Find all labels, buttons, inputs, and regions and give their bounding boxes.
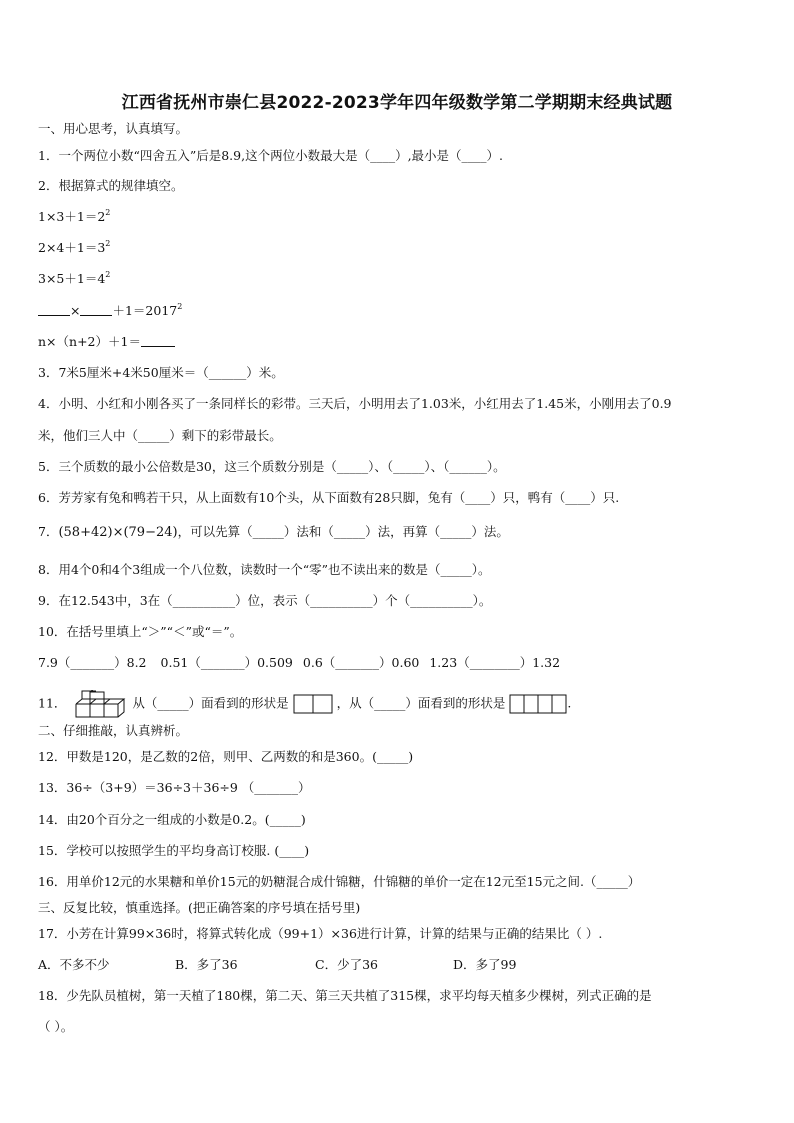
question-1: 1．一个两位小数“四舍五入”后是8.9,这个两位小数最大是（____）,最小是（____）. — [38, 148, 504, 163]
question-13: 13．36÷（3+9）＝36÷3＋36÷9 （_______） — [38, 780, 311, 795]
question-5: 5．三个质数的最小公倍数是30，这三个质数分别是（_____）、（_____）、（______）。 — [38, 459, 506, 474]
question-10-items — [38, 655, 560, 671]
question-6: 6．芳芳家有兔和鸭若干只，从上面数有10个头，从下面数有28只脚，兔有（____）只，鸭有（____）只. — [38, 490, 620, 505]
question-4-line-2: 米，他们三人中（_____）剩下的彩带最长。 — [38, 428, 282, 443]
answer-blank[interactable] — [80, 304, 112, 316]
question-18-line-2: （ ）。 — [38, 1019, 74, 1034]
compare-item: 7.9（_______）8.2 — [38, 655, 147, 670]
four-square-shape — [509, 694, 567, 714]
compare-item: 1.23（________）1.32 — [429, 655, 561, 670]
question-10: 10．在括号里填上“＞”“＜”或“＝”。 — [38, 624, 243, 639]
question-8: 8．用4个0和4个3组成一个八位数，读数时一个“零”也不读出来的数是（_____）。 — [38, 562, 491, 577]
option-b[interactable]: B．多了36 — [175, 957, 238, 972]
section-3-heading: 三、反复比较，慎重选择。(把正确答案的序号填在括号里) — [38, 900, 361, 915]
option-c[interactable]: C．少了36 — [315, 957, 378, 972]
question-7: 7．(58+42)×(79−24)，可以先算（_____）法和（_____）法，再算（_____）法。 — [38, 524, 509, 540]
question-11: 11． 从（_____）面看到的形状是 ，从（_____）面看到的形状是 . — [38, 690, 571, 718]
section-2-heading: 二、仔细推敲，认真辨析。 — [38, 723, 189, 738]
question-17: 17．小芳在计算99×36时，将算式转化成（99+1）×36进行计算，计算的结果与正确的结果比（ ）. — [38, 926, 603, 941]
question-14: 14．由20个百分之一组成的小数是0.2。(_____) — [38, 812, 306, 827]
question-18-line-1: 18．少先队员植树，第一天植了180棵，第二天、第三天共植了315棵，求平均每天植多少棵树，列式正确的是 — [38, 988, 652, 1003]
page-title: 江西省抚州市崇仁县2022-2023学年四年级数学第二学期期末经典试题 — [121, 93, 673, 113]
question-12: 12．甲数是120，是乙数的2倍，则甲、乙两数的和是360。(_____) — [38, 749, 414, 764]
question-9: 9．在12.543中，3在（__________）位，表示（__________）个（__________）。 — [38, 593, 492, 608]
math-expression: (58+42)×(79−24) — [58, 525, 178, 540]
question-17-options — [38, 957, 516, 973]
pattern-line-1: $1\times 3+1=2^2$ — [38, 208, 111, 224]
cube-stack-figure — [70, 690, 128, 718]
pattern-line-4: × $+1=2017^2$ — [38, 303, 182, 319]
section-1-heading: 一、用心思考，认真填写。 — [38, 121, 189, 136]
option-a[interactable]: A．不多不少 — [38, 957, 110, 972]
pattern-line-3: $3\times 5+1=4^2$ — [38, 270, 111, 286]
answer-blank[interactable] — [38, 304, 70, 316]
compare-item: 0.6（_______）0.60 — [302, 655, 420, 670]
question-3: 3．7米5厘米+4米50厘米＝（______）米。 — [38, 365, 284, 380]
question-15: 15．学校可以按照学生的平均身高订校服. (____) — [38, 843, 310, 858]
option-d[interactable]: D．多了99 — [453, 957, 517, 972]
question-4-line-1: 4．小明、小红和小刚各买了一条同样长的彩带。三天后，小明用去了1.03米，小红用去了1.45米，小刚用去了0.9 — [38, 396, 672, 411]
answer-blank[interactable] — [141, 335, 175, 347]
pattern-line-2: $2\times 4+1=3^2$ — [38, 239, 111, 255]
question-16: 16．用单价12元的水果糖和单价15元的奶糖混合成什锦糖，什锦糖的单价一定在12元至15元之间.（_____） — [38, 874, 641, 889]
pattern-line-5: n×（n+2）＋1＝ — [38, 334, 175, 350]
two-square-shape — [293, 694, 333, 714]
compare-item: 0.51（_______）0.509 — [160, 655, 293, 670]
question-2: 2．根据算式的规律填空。 — [38, 178, 184, 193]
